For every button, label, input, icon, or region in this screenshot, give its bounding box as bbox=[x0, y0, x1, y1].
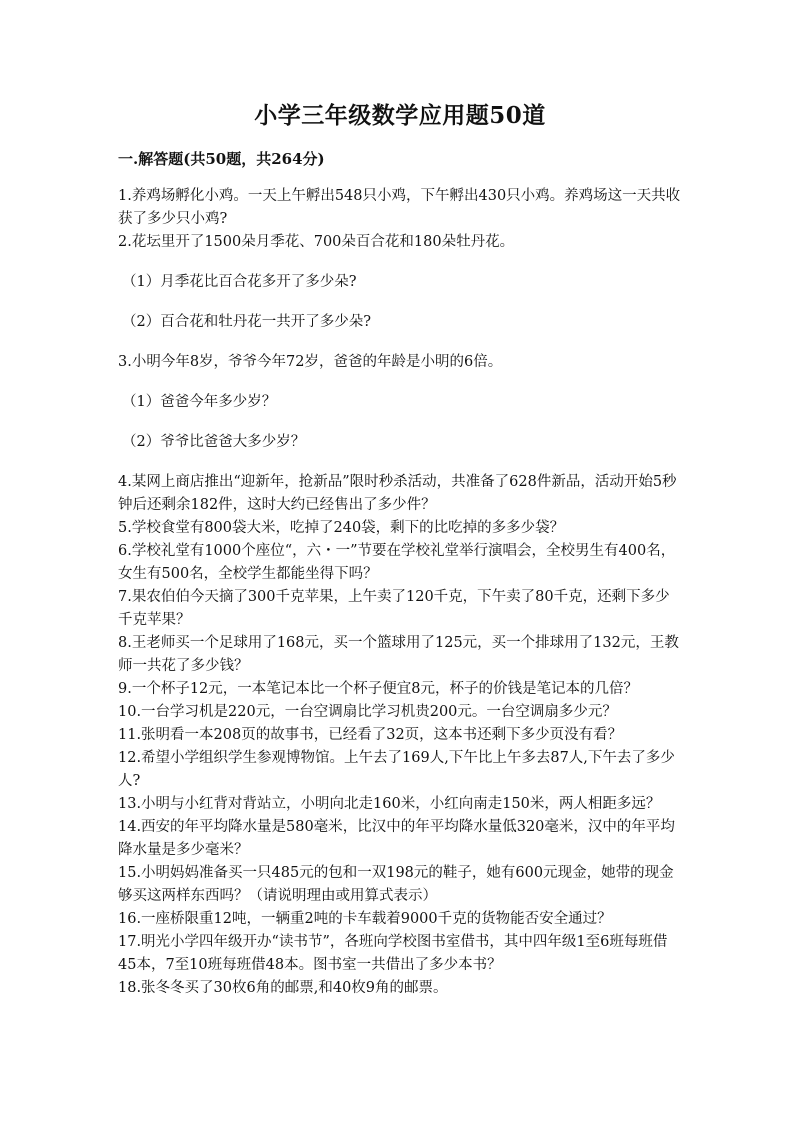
question-2-part-2: （2）百合花和牡丹花一共开了多少朵? bbox=[122, 314, 371, 330]
question-4: 4.某网上商店推出“迎新年，抢新品”限时秒杀活动，共准备了628件新品，活动开始5秒钟后还剩余182件，这时大约已经售出了多少件？ bbox=[118, 474, 677, 513]
question-15: 15.小明妈妈准备买一只485元的包和一双198元的鞋子，她有600元现金，她带的现金够买这两样东西吗？（请说明理由或用算式表示） bbox=[118, 865, 674, 904]
question-10: 10.一台学习机是220元，一台空调扇比学习机贵200元。一台空调扇多少元？ bbox=[118, 704, 617, 720]
question-3-part-1: （1）爸爸今年多少岁？ bbox=[122, 394, 277, 410]
question-7: 7.果农伯伯今天摘了300千克苹果，上午卖了120千克，下午卖了80千克，还剩下多少千克苹果？ bbox=[118, 589, 670, 628]
question-5: 5.学校食堂有800袋大米，吃掉了240袋，剩下的比吃掉的多多少袋？ bbox=[118, 520, 565, 536]
question-13: 13.小明与小红背对背站立，小明向北走160米，小红向南走150米，两人相距多远？ bbox=[118, 796, 661, 812]
question-2: 2.花坛里开了1500朵月季花、700朵百合花和180朵牡丹花。 bbox=[118, 234, 515, 250]
question-8: 8.王老师买一个足球用了168元，买一个篮球用了125元，买一个排球用了132元，王教师一共花了多少钱？ bbox=[118, 635, 679, 674]
question-1: 1.养鸡场孵化小鸡。一天上午孵出548只小鸡，下午孵出430只小鸡。养鸡场这一天共收获了多少只小鸡? bbox=[118, 188, 681, 227]
question-16: 16.一座桥限重12吨，一辆重2吨的卡车载着9000千克的货物能否安全通过？ bbox=[118, 911, 612, 927]
question-3-part-2: （2）爷爷比爸爸大多少岁？ bbox=[122, 434, 306, 450]
question-2-part-1: （1）月季花比百合花多开了多少朵? bbox=[122, 274, 357, 290]
section-heading: 一.解答题(共50题，共264分) bbox=[118, 150, 325, 168]
question-14: 14.西安的年平均降水量是580毫米，比汉中的年平均降水量低320毫米，汉中的年平均降水量是多少毫米？ bbox=[118, 819, 675, 858]
question-9: 9.一个杯子12元，一本笔记本比一个杯子便宜8元，杯子的价钱是笔记本的几倍？ bbox=[118, 681, 639, 697]
page-title: 小学三年级数学应用题50道 bbox=[254, 102, 546, 129]
question-11: 11.张明看一本208页的故事书，已经看了32页，这本书还剩下多少页没有看？ bbox=[118, 727, 623, 743]
question-3: 3.小明今年8岁，爷爷今年72岁，爸爸的年龄是小明的6倍。 bbox=[118, 354, 503, 370]
question-18: 18.张冬冬买了30枚6角的邮票,和40枚9角的邮票。 bbox=[118, 980, 448, 996]
question-12: 12.希望小学组织学生参观博物馆。上午去了169人,下午比上午多去87人,下午去了多少人? bbox=[118, 750, 675, 789]
question-list bbox=[118, 185, 684, 1000]
question-6: 6.学校礼堂有1000个座位“，六・一”节要在学校礼堂举行演唱会，全校男生有400名，女生有500名，全校学生都能坐得下吗？ bbox=[118, 543, 676, 582]
question-17: 17.明光小学四年级开办“读书节”，各班向学校图书室借书，其中四年级1至6班每班借45本，7至10班每班借48本。图书室一共借出了多少本书？ bbox=[118, 934, 668, 973]
